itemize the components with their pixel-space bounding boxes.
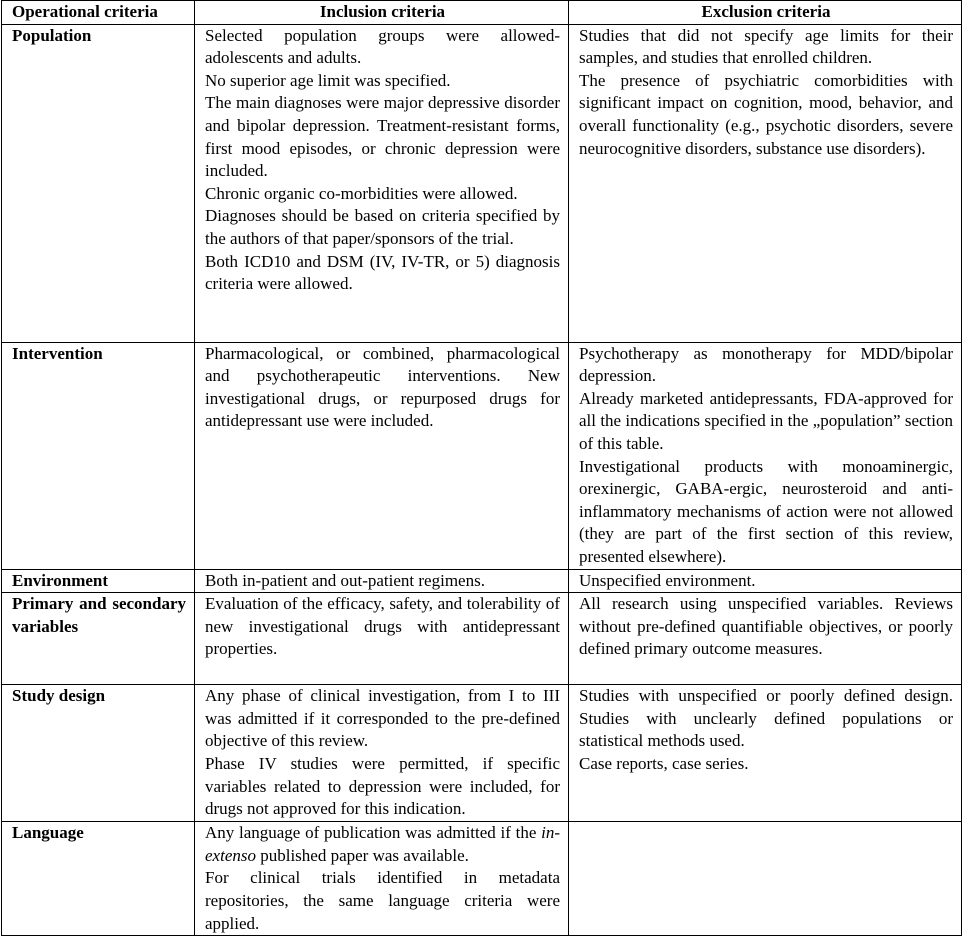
inclusion-paragraph: Phase IV studies were permitted, if specific variables related to depression were included, for drugs not approved for this indication.: [205, 753, 560, 819]
inclusion-cell: [195, 342, 569, 569]
inclusion-paragraph: Both ICD10 and DSM (IV, IV-TR, or 5) diagnosis criteria were allowed.: [205, 251, 560, 294]
exclusion-paragraph: All research using unspecified variables. Reviews without pre-defined quantifiable objectives, or poorly defined primary outcome measures.: [579, 594, 953, 659]
exclusion-cell: [569, 685, 962, 822]
inclusion-paragraph: Diagnoses should be based on criteria specified by the authors of that paper/sponsors of the trial.: [205, 206, 560, 248]
inclusion-text-italic: in-extenso: [205, 823, 560, 865]
inclusion-paragraph: For clinical trials identified in metadata repositories, the same language criteria were applied.: [205, 868, 560, 933]
inclusion-paragraph: Chronic organic co-morbidities were allowed.: [205, 183, 518, 203]
exclusion-cell: [569, 24, 962, 342]
exclusion-paragraph: The presence of psychiatric comorbidities with significant impact on cognition, mood, behavior, and overall functionality (e.g., psychotic disorders, severe neurocognitive disorders, substance use disorders).: [579, 70, 953, 158]
table-row-study-design: [2, 685, 962, 822]
header-operational-criteria: Operational criteria: [2, 1, 195, 25]
header-exclusion-criteria: Exclusion criteria: [569, 1, 962, 25]
exclusion-paragraph: Investigational products with monoaminergic, orexinergic, GABA-ergic, neurosteroid and anti-inflammatory mechanisms of action were not allowed (they are part of the first section of this review, presented elsewhere).: [579, 456, 953, 566]
inclusion-paragraph: Any phase of clinical investigation, from I to III was admitted if it corresponded to the pre-defined objective of this review.: [205, 686, 560, 751]
inclusion-paragraph: Selected population groups were allowed-adolescents and adults.: [205, 25, 560, 68]
header-inclusion-criteria: Inclusion criteria: [195, 1, 569, 25]
exclusion-cell: [569, 342, 962, 569]
exclusion-paragraph: Studies that did not specify age limits for their samples, and studies that enrolled children.: [579, 25, 953, 68]
table-row-language: [2, 822, 962, 936]
table-row-population: [2, 24, 962, 342]
exclusion-paragraph: Psychotherapy as monotherapy for MDD/bipolar depression.: [579, 343, 953, 386]
exclusion-cell: [569, 569, 962, 593]
criteria-table: [1, 0, 962, 936]
inclusion-paragraph: Evaluation of the efficacy, safety, and tolerability of new investigational drugs with antidepressant properties.: [205, 594, 560, 659]
exclusion-paragraph: Unspecified environment.: [579, 570, 756, 590]
table-row-environment: [2, 569, 962, 593]
inclusion-cell: [195, 24, 569, 342]
exclusion-paragraph: Already marketed antidepressants, FDA-approved for all the indications specified in the „population” section of this table.: [579, 388, 953, 453]
inclusion-paragraph: Pharmacological, or combined, pharmacological and psychotherapeutic interventions. New investigational drugs, or repurposed drugs for antidepressant use were included.: [205, 343, 560, 431]
inclusion-cell: [195, 822, 569, 936]
inclusion-text-before: Any language of publication was admitted if the: [205, 823, 542, 843]
inclusion-paragraph: [205, 822, 560, 867]
exclusion-cell: [569, 822, 962, 936]
criteria-cell: Population: [2, 24, 195, 342]
inclusion-cell: [195, 685, 569, 822]
table-row-variables: [2, 593, 962, 685]
criteria-cell: Environment: [2, 569, 195, 593]
inclusion-paragraph: No superior age limit was specified.: [205, 70, 451, 90]
inclusion-paragraph: The main diagnoses were major depressive disorder and bipolar depression. Treatment-resistant forms, first mood episodes, or chronic depression were included.: [205, 93, 560, 181]
inclusion-paragraph: Both in-patient and out-patient regimens.: [205, 570, 485, 590]
inclusion-cell: [195, 569, 569, 593]
criteria-cell: Primary and secondary variables: [2, 593, 195, 685]
exclusion-cell: [569, 593, 962, 685]
inclusion-text-after: published paper was available.: [255, 845, 469, 865]
exclusion-paragraph: Case reports, case series.: [579, 753, 749, 773]
inclusion-cell: [195, 593, 569, 685]
criteria-cell: Intervention: [2, 342, 195, 569]
table-row-intervention: [2, 342, 962, 569]
header-row: [2, 1, 962, 25]
exclusion-paragraph: Studies with unspecified or poorly defined design. Studies with unclearly defined populations or statistical methods used.: [579, 686, 953, 751]
criteria-cell: Study design: [2, 685, 195, 822]
criteria-cell: Language: [2, 822, 195, 936]
